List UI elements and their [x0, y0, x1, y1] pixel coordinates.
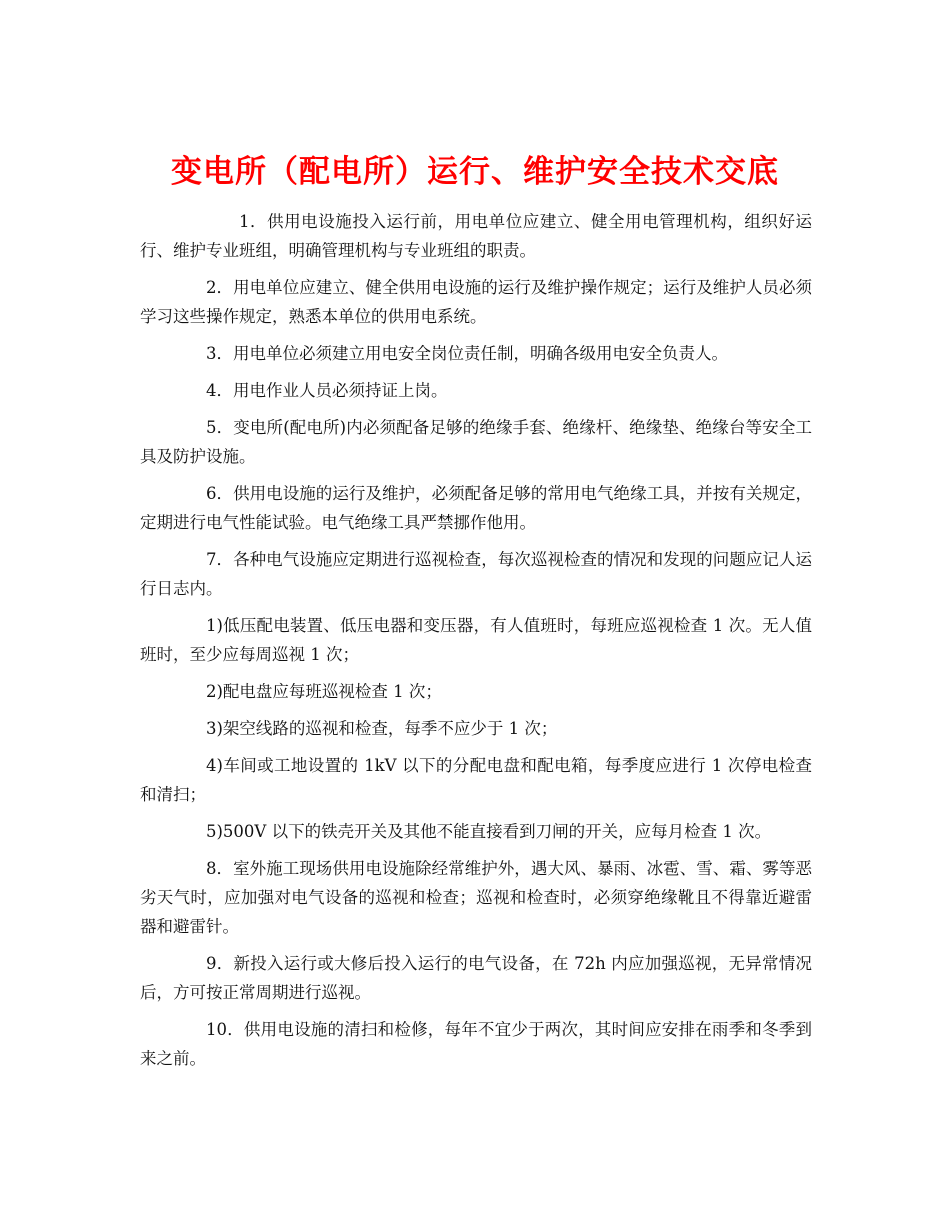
paragraph-4: 4．用电作业人员必须持证上岗。 [206, 381, 448, 400]
paragraph-1: 1．供用电设施投入运行前，用电单位应建立、健全用电管理机构，组织好运行、维护专业班组，明确管理机构与专业班组的职责。 [140, 212, 812, 260]
document-body [140, 207, 812, 1081]
sub-item-5: 5)500V 以下的铁壳开关及其他不能直接看到刀闸的开关，应每月检查 1 次。 [206, 822, 772, 841]
sub-item-1: 1)低压配电装置、低压电器和变压器，有人值班时，每班应巡视检查 1 次。无人值班时，至少应每周巡视 1 次； [140, 616, 812, 664]
paragraph-2: 2．用电单位应建立、健全供用电设施的运行及维护操作规定；运行及维护人员必须学习这些操作规定，熟悉本单位的供用电系统。 [140, 278, 812, 326]
paragraph-5: 5．变电所(配电所)内必须配备足够的绝缘手套、绝缘杆、绝缘垫、绝缘台等安全工具及防护设施。 [140, 418, 812, 466]
paragraph-3: 3．用电单位必须建立用电安全岗位责任制，明确各级用电安全负责人。 [206, 344, 728, 363]
paragraph-7: 7．各种电气设施应定期进行巡视检查，每次巡视检查的情况和发现的问题应记人运行日志内。 [140, 550, 812, 598]
sub-item-3: 3)架空线路的巡视和检查，每季不应少于 1 次； [206, 719, 558, 738]
paragraph-6: 6．供用电设施的运行及维护，必须配备足够的常用电气绝缘工具，并按有关规定，定期进行电气性能试验。电气绝缘工具严禁挪作他用。 [140, 484, 812, 532]
paragraph-10: 10．供用电设施的清扫和检修，每年不宜少于两次，其时间应安排在雨季和冬季到来之前。 [140, 1020, 812, 1068]
paragraph-8: 8．室外施工现场供用电设施除经常维护外，遇大风、暴雨、冰雹、雪、霜、雾等恶劣天气时，应加强对电气设备的巡视和检查；巡视和检查时，必须穿绝缘靴且不得靠近避雷器和避雷针。 [140, 859, 812, 936]
paragraph-9: 9．新投入运行或大修后投入运行的电气设备，在 72h 内应加强巡视，无异常情况后，方可按正常周期进行巡视。 [140, 954, 812, 1002]
sub-item-2: 2)配电盘应每班巡视检查 1 次； [206, 682, 442, 701]
page-title: 变电所（配电所）运行、维护安全技术交底 [171, 153, 779, 190]
sub-item-4: 4)车间或工地设置的 1kV 以下的分配电盘和配电箱，每季度应进行 1 次停电检查和清扫； [140, 756, 812, 804]
